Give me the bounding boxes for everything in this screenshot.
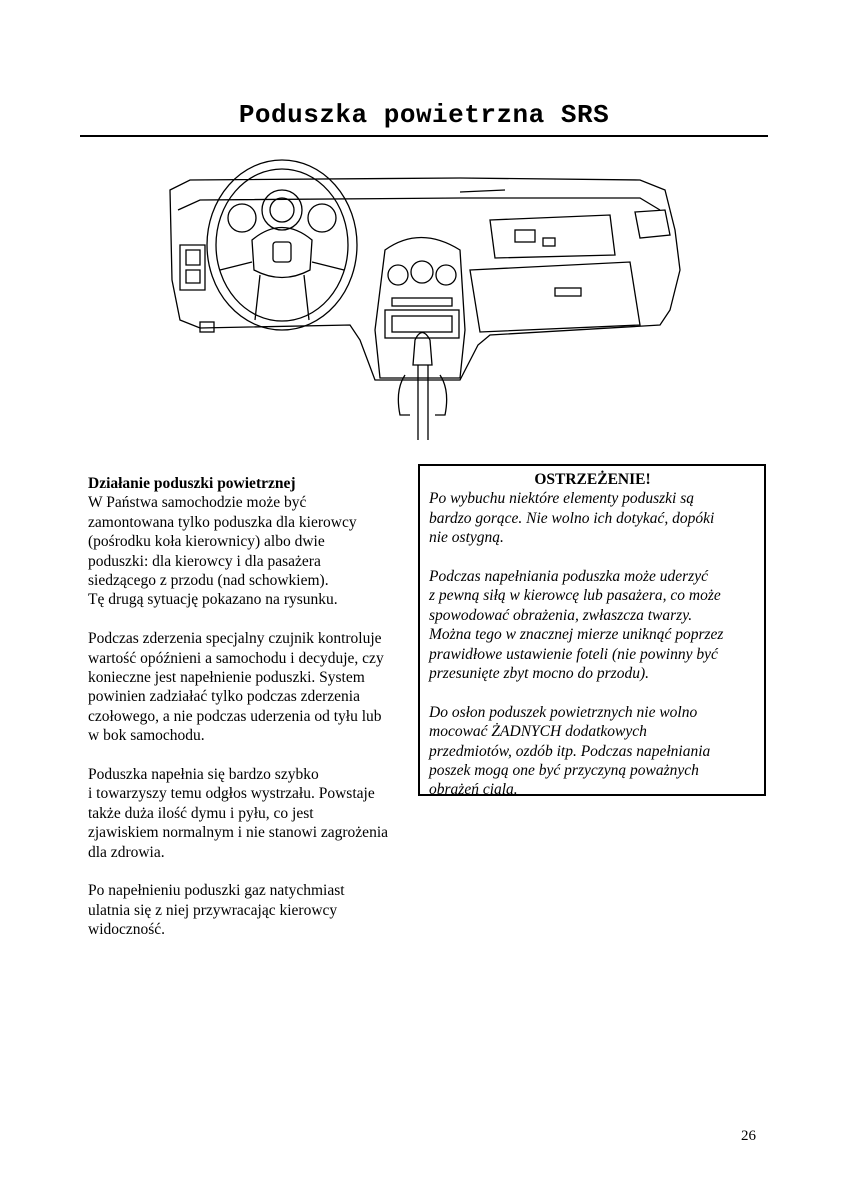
paragraph-2: Podczas zderzenia specjalny czujnik kontroluje wartość opóźnieni a samochodu i decyduje, czy konieczne jest napełnienie poduszki. System powinien zadziałać tylko podczas zderzenia czołowego, a nie podczas uderzenia od tyłu lub w bok samochodu.	[88, 630, 384, 745]
warning-box	[418, 464, 766, 799]
dashboard-illustration	[160, 150, 690, 450]
airbag-operation-section	[88, 474, 416, 959]
car-dashboard-icon	[160, 150, 690, 450]
warning-paragraph-2: Podczas napełniania poduszka może uderzyć z pewną siłą w kierowcę lub pasażera, co może spowodować obrażenia, zwłaszcza twarzy. Można tego w znacznej mierze uniknąć poprzez prawidłowe ustawienie foteli (nie powinny być przesunięte zbyt mocno do przodu).	[429, 568, 724, 683]
warning-paragraph-1: Po wybuchu niektóre elementy poduszki są bardzo gorące. Nie wolno ich dotykać, dopóki nie ostygną.	[429, 490, 715, 547]
warning-paragraph-3: Do osłon poduszek powietrznych nie wolno mocować ŻADNYCH dodatkowych przedmiotów, ozdób itp. Podczas napełniania poszek mogą one być przyczyną poważnych obrażeń ciala.	[429, 703, 711, 799]
title-rule	[80, 135, 768, 137]
section-heading: Działanie poduszki powietrznej	[88, 475, 296, 492]
paragraph-4: Po napełnieniu poduszki gaz natychmiast ulatnia się z niej przywracając kierowcy widoczność.	[88, 882, 345, 939]
page-title: Poduszka powietrzna SRS	[238, 100, 610, 130]
paragraph-1: W Państwa samochodzie może być zamontowana tylko poduszka dla kierowcy (pośrodku koła kierownicy) albo dwie poduszki: dla kierowcy i dla pasażera siedzącego z przodu (nad schowkiem). Tę drugą sytuację pokazano na rysunku.	[88, 494, 357, 609]
warning-title: OSTRZEŻENIE!	[534, 471, 651, 488]
paragraph-3: Poduszka napełnia się bardzo szybko i towarzyszy temu odgłos wystrzału. Powstaje także duża ilość dymu i pyłu, co jest zjawiskiem normalnym i nie stanowi zagrożenia dla zdrowia.	[88, 766, 389, 861]
page-number: 26	[741, 1128, 756, 1144]
